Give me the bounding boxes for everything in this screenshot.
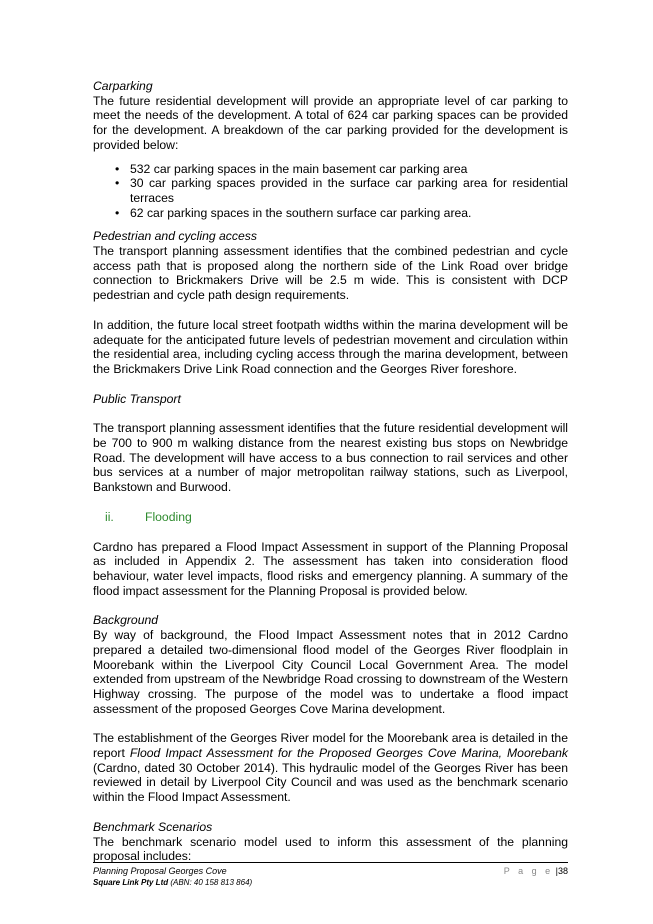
- list-item: • 532 car parking spaces in the main basement car parking area: [115, 161, 468, 176]
- pedestrian-heading: Pedestrian and cycling access: [93, 229, 257, 244]
- pedestrian-paragraph-2: In addition, the future local street footpath widths within the marina development will be adequate for the anticipated future levels of pedestrian movement and circulation within the residential area, including cycling access through the marina development, between the Brickmakers Drive Link Road connection and the Georges River foreshore.: [93, 317, 568, 376]
- list-item: • 62 car parking spaces in the southern surface car parking area.: [115, 205, 472, 220]
- background-paragraph-1: By way of background, the Flood Impact Assessment notes that in 2012 Cardno prepared a detailed two-dimensional flood model of the Georges River floodplain in Moorebank within the Liverpool City Council Local Government Area. The model extended from upstream of the Newbridge Road crossing to downstream of the Western Highway crossing. The purpose of the model was to undertake a flood impact assessment of the proposed Georges Cove Marina development.: [93, 628, 568, 716]
- page-content: [93, 79, 568, 864]
- section-number: ii.: [105, 509, 114, 524]
- flooding-section-heading: [93, 510, 568, 525]
- carparking-list: [93, 162, 568, 221]
- carparking-heading: Carparking: [93, 79, 153, 93]
- benchmark-paragraph: The benchmark scenario model used to inform this assessment of the planning proposal includes:: [93, 834, 568, 864]
- benchmark-heading: Benchmark Scenarios: [93, 819, 213, 834]
- bullet-icon: •: [115, 176, 120, 191]
- transport-paragraph: The transport planning assessment identifies that the future residential development will be 700 to 900 m walking distance from the nearest existing bus stops on Newbridge Road. The development will have access to a bus connection to rail services and other bus services at a number of major metropolitan railway stations, such as Liverpool, Bankstown and Burwood.: [93, 421, 568, 495]
- list-item: • 30 car parking spaces provided in the surface car parking area for residential terraces: [115, 176, 568, 205]
- bullet-icon: •: [115, 161, 120, 176]
- section-title: Flooding: [145, 509, 192, 524]
- footer-company: Square Link Pty Ltd (ABN: 40 158 813 864): [93, 878, 253, 887]
- bullet-icon: •: [115, 205, 120, 220]
- background-paragraph-2: The establishment of the Georges River model for the Moorebank area is detailed in the report Flood Impact Assessment for the Proposed Georges Cove Marina, Moorebank (Cardno, dated 30 October 2014). This hydraulic model of the Georges River has been reviewed in detail by Liverpool City Council and was used as the benchmark scenario within the Flood Impact Assessment.: [93, 731, 568, 805]
- footer-divider: [93, 862, 568, 863]
- footer-doc-title: Planning Proposal Georges Cove: [93, 866, 227, 876]
- report-title: Flood Impact Assessment for the Proposed Georges Cove Marina, Moorebank: [129, 746, 568, 761]
- page-footer: [93, 862, 568, 887]
- background-heading: Background: [93, 613, 159, 628]
- pedestrian-paragraph-1: The transport planning assessment identifies that the combined pedestrian and cycle access path that is proposed along the northern side of the Link Road over bridge connection to Brickmakers Drive will be 2.5 m wide. This is consistent with DCP pedestrian and cycle path design requirements.: [93, 244, 568, 303]
- footer-page-number: P a g e |38: [503, 866, 568, 876]
- transport-heading: Public Transport: [93, 391, 181, 406]
- flooding-paragraph: Cardno has prepared a Flood Impact Assessment in support of the Planning Proposal as included in Appendix 2. The assessment has taken into consideration flood behaviour, water level impacts, flood risks and emergency planning. A summary of the flood impact assessment for the Planning Proposal is provided below.: [93, 539, 568, 598]
- carparking-paragraph: The future residential development will provide an appropriate level of car parking to meet the needs of the development. A total of 624 car parking spaces can be provided for the development. A breakdown of the car parking provided for the development is provided below:: [93, 93, 568, 152]
